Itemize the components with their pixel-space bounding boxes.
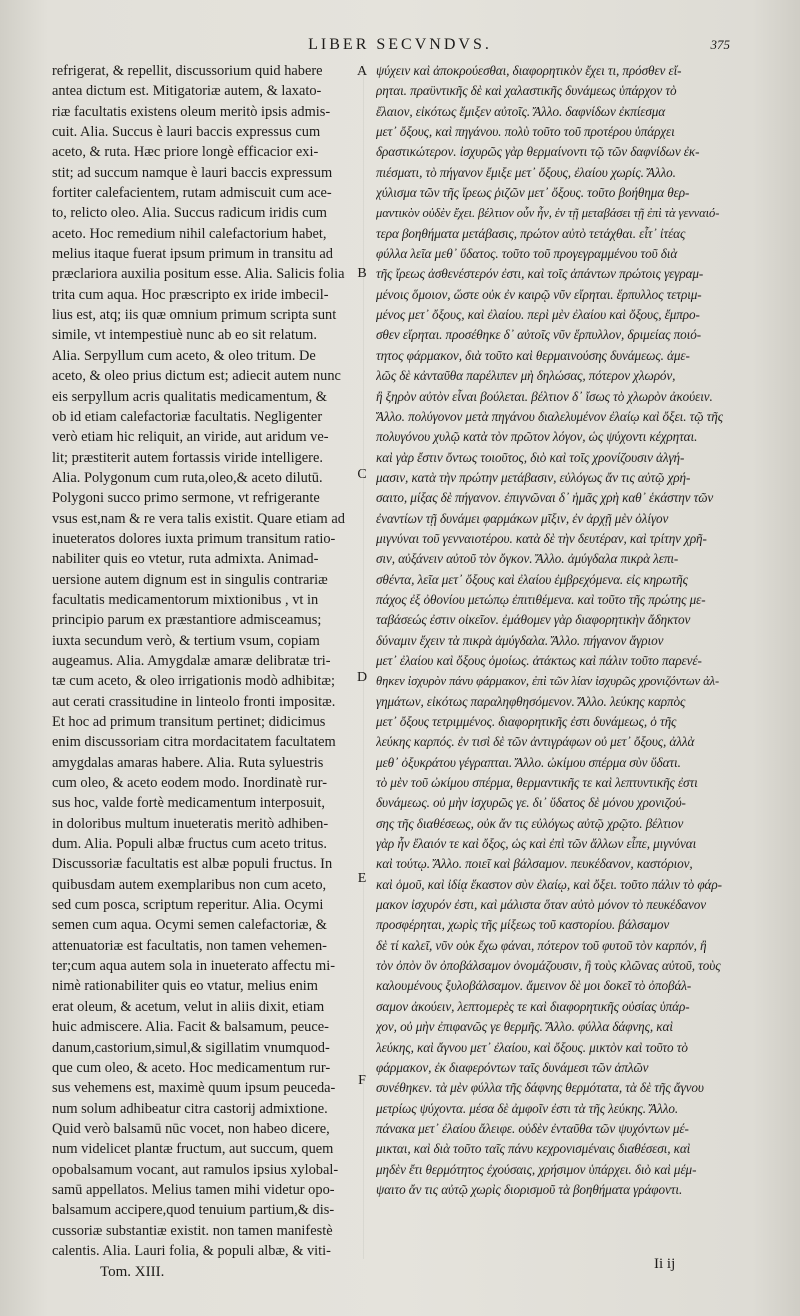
latin-text-line: tæ cum aceto, & oleo irrigationis modò adhibitæ; xyxy=(52,673,335,690)
greek-text-line: φάρμακον, ἐκ διαφερόντων ταῖς δυνάμεσι τῶν ἁπλῶν xyxy=(376,1059,649,1075)
latin-text-line: eis serpyllum acris qualitatis medicamentum, & xyxy=(52,388,327,405)
latin-text-line: sed cum posca, scriptum reperitur. Alia. Ocymi xyxy=(52,897,324,914)
greek-column xyxy=(376,61,723,1261)
latin-text-line: stit; ad succum namque è lauri baccis expressum xyxy=(52,164,333,181)
greek-text-line: μετρίως ψύχοντα. μέσα δὲ ἀμφοῖν ἐστι τὰ τῆς λεύκης. Ἄλλο. xyxy=(376,1100,679,1116)
latin-text-line: erat oleum, & acetum, velut in aliis dixit, etiam xyxy=(52,998,325,1015)
latin-text-line: uersione autem dignum est in singulis contrariæ xyxy=(52,571,328,588)
latin-text-line: Et hoc ad primum transitum pertinet; didicimus xyxy=(52,714,326,730)
greek-text-line: μασιν, κατὰ τὴν πρώτην μετάβασιν, εὐλόγως ἄν τις αὐτῷ χρή- xyxy=(376,469,691,485)
greek-text-line: ψύχειν καὶ ἀποκρούεσθαι, διαφορητικὸν ἔχει τι, πρόσθεν εἴ- xyxy=(376,63,682,78)
latin-text-line: num videlicet plantæ fructum, aut succum, quem xyxy=(52,1141,334,1158)
latin-text-line: principio parum ex præstantiore admisceamus; xyxy=(52,612,322,629)
greek-text-line: πολυγόνου χυλῷ κατὰ τὸν πρῶτον λόγον, ὡς ψύχοντι κέχρηται. xyxy=(376,429,698,445)
latin-text-line: huic admiscere. Alia. Facit & balsamum, peuce- xyxy=(52,1019,329,1036)
latin-text-line: aceto, & oleo prius dictum est; adiecit autem nunc xyxy=(52,368,341,385)
latin-text-line: in doloribus multum inueteratis meritò adhiben- xyxy=(52,815,329,832)
latin-text-line: opobalsamum vocant, aut ramulos ipsius xylobal- xyxy=(52,1161,339,1178)
latin-text-line: balsamum accipere,quod tenuium partium,& dis- xyxy=(52,1202,335,1219)
latin-text-line: lius est, atq; iis quæ omnium primum scripta sunt xyxy=(52,307,337,324)
greek-text-line: τὸν ὀπὸν ὃν ὀποβάλσαμον ὀνομάζουσιν, ἢ τοὺς κλῶνας αὐτοῦ, τοὺς xyxy=(376,958,721,974)
greek-text-line: τητος φάρμακον, διὰ τοῦτο καὶ θερμαινούσης δυνάμεως. ἀμε- xyxy=(376,347,690,363)
greek-text-line: ἔλαιον, εἰκότως ἔμιξεν αὐτοῖς. Ἄλλο. δαφνίδων ἐκπίεσμα xyxy=(376,103,666,119)
latin-text-line: trita cum aqua. Hoc præscripto ex iride imbecil- xyxy=(52,286,329,303)
greek-text-line: πάχος ἐξ ὀθονίου μετώπῳ ἐπιτιθέμενα. καὶ τοῦτο τῆς πρώτης με- xyxy=(376,591,706,607)
latin-text-line: facultatis medicamentorum mixtionibus , vt in xyxy=(52,591,319,608)
greek-text-line: θηκεν ἰσχυρὸν πάνυ φάρμακον, ἐπὶ τῶν λίαν ἰσχυρῶς χρονιζόντων ἀλ- xyxy=(376,674,720,689)
greek-text-line: δὲ τί καλεῖ, νῦν οὐκ ἔχω φάναι, πότερον τοῦ φυτοῦ τὸν καρπόν, ἢ xyxy=(376,937,707,953)
greek-text-line: μαντικὸν οὐδὲν ἔχει. βέλτιον οὖν ἦν, ἐν τῇ μεταβάσει τῇ ἐπὶ τὰ γενναιό- xyxy=(376,206,720,221)
greek-text-line: ἐναντίων τῇ δυνάμει φαρμάκων μῖξιν, ἐν ἀρχῇ μὲν ὀλίγον xyxy=(376,510,669,526)
greek-text-line: μένος μετ᾽ ὄξους, καὶ ἐλαίου. περὶ μὲν ἐλαίου καὶ ὄξους, ἔμπρο- xyxy=(376,307,700,323)
margin-marker-b: B xyxy=(357,266,367,281)
greek-text-line: μεθ᾽ ὀξυκράτου γέγραπται. Ἄλλο. ὠκίμου σπέρμα σὺν ὕδατι. xyxy=(376,754,681,770)
greek-text-line: τῆς ἴρεως ἀσθενέστερόν ἐστι, καὶ τοῖς ἁπάντων πρώτοις γεγραμ- xyxy=(376,266,704,282)
greek-text-line: πάνακα μετ᾽ ἐλαίου ἄλειφε. οὐδὲν ἐνταῦθα τῶν ψυχόντων μέ- xyxy=(376,1120,689,1136)
latin-text-line: fortiter calefacientem, rutam admiscuit cum ace- xyxy=(52,185,332,202)
latin-text-line: cuit. Alia. Succus è lauri baccis expressus cum xyxy=(52,124,321,141)
latin-text-line: antea dictum est. Mitigatoriæ autem, & laxato- xyxy=(52,83,322,100)
latin-text-line: aut cerati crassitudine in linteolo fronti impositæ. xyxy=(52,693,336,710)
greek-text-line: Ἄλλο. πολύγονον μετὰ πηγάνου διαλελυμένον ἐλαίῳ καὶ ὄξει. τῷ τῆς xyxy=(376,408,723,424)
margin-marker-c: C xyxy=(357,467,367,482)
latin-text-line: iuxta secundum verò, & tertium vsum, copiam xyxy=(52,632,320,649)
latin-text-line: vsus est,nam & re vera talis existit. Quare etiam ad xyxy=(52,510,345,527)
latin-text-line: danum,castorium,simul,& sigillatim vnumquod- xyxy=(52,1039,330,1056)
greek-text-line: πιέσματι, τὸ πήγανον ἔμιξε μετ᾽ ὄξους, ἐλαίου χωρίς. Ἄλλο. xyxy=(376,164,676,180)
greek-text-line: ταβάσεώς ἐστιν οἰκεῖον. ἐμάθομεν γὰρ διαφορητικὴν ἄδηκτον xyxy=(376,612,691,628)
latin-text-line: lit; præstiterit autem fortassis viride intelligere. xyxy=(52,449,323,466)
greek-text-line: φύλλα λεῖα μεθ᾽ ὕδατος. τοῦτο τοῦ προγεγραμμένου τοῦ διὰ xyxy=(376,246,678,262)
greek-text-line: καὶ γὰρ ἔστιν ὄντως τοιοῦτος, διὸ καὶ τοῖς χρονίζουσιν ἀλγή- xyxy=(376,449,685,465)
greek-text-line: γημάτων, εἰκότως παραληφθησόμενον. Ἄλλο. λεύκης καρπὸς xyxy=(376,693,686,709)
latin-text-line: cussoriæ substantiæ existit. non tamen manifestè xyxy=(52,1222,333,1239)
latin-text-line: nimè rationabiliter quis eo vtatur, melius enim xyxy=(52,978,318,995)
latin-text-line: sus vehemens est, maximè quum ipsum peuceda- xyxy=(52,1080,336,1097)
latin-text-line: præclariora auxilia positum esse. Alia. Salicis folia xyxy=(52,266,345,283)
greek-text-line: μετ᾽ ὄξους, καὶ πηγάνου. πολὺ τοῦτο τοῦ προτέρου ὑπάρχει xyxy=(376,124,675,140)
greek-text-line: σθεν εἴρηται. προσέθηκε δ᾽ αὐτοῖς νῦν ἕρπυλλον, δριμείας ποιό- xyxy=(376,327,701,343)
latin-text-line: aceto, & ruta. Hæc priore longè efficacior exi- xyxy=(52,144,319,161)
greek-text-line: τὸ μὲν τοῦ ὠκίμου σπέρμα, θερμαντικῆς τε καὶ λεπτυντικῆς ἐστι xyxy=(376,775,698,791)
greek-text-line: μιγνύναι τοῦ γενναιοτέρου. κατὰ δὲ τὴν δευτέραν, καὶ τρίτην χρῆ- xyxy=(376,530,707,546)
greek-text-line: καὶ τούτῳ. Ἄλλο. ποιεῖ καὶ βάλσαμον. πευκέδανον, καστόριον, xyxy=(376,856,693,872)
greek-text-line: μηδὲν ἔτι θερμότητος ἐχούσαις, χρήσιμον ὑπάρχει. διὸ καὶ μέμ- xyxy=(376,1161,697,1177)
greek-text-line: μικται, καὶ διὰ τοῦτο ταῖς πάνυ κεχρονισμέναις διαθέσεσι, καὶ xyxy=(376,1141,691,1157)
latin-text-line: refrigerat, & repellit, discussorium quid habere xyxy=(52,63,323,79)
greek-text-line: ψαιτο ἄν τις αὐτῷ χωρὶς διορισμοῦ τὰ βοηθήματα γράφοντι. xyxy=(376,1181,683,1197)
latin-text-line: Alia. Serpyllum cum aceto, & oleo tritum. De xyxy=(52,347,316,364)
greek-text-line: χύλισμα τῶν τῆς ἴρεως ῥιζῶν μετ᾽ ὄξους. τοῦτο βοήθημα θερ- xyxy=(376,185,690,201)
volume-label: Tom. XIII. xyxy=(100,1264,165,1280)
latin-text-line: attenuatoriæ est facultatis, non tamen vehemen- xyxy=(52,937,327,954)
greek-text-line: σαμον ἀκούειν, λεπτομερὲς τε καὶ διαφορητικῆς οὐσίας ὑπάρ- xyxy=(376,998,690,1014)
greek-text-line: δραστικώτερον. ἰσχυρῶς γὰρ θερμαίνοντι τῷ τῶν δαφνίδων ἐκ- xyxy=(376,144,700,160)
greek-text-line: τερα βοηθήματα μετάβασις, πρώτον αὐτὸ τετάχθαι. εἶτ᾽ ἰτέας xyxy=(376,225,686,241)
greek-text-line: λεύκης, καὶ ἄγνου μετ᾽ ἐλαίου, καὶ ὄξους. μικτὸν καὶ τοῦτο τὸ xyxy=(376,1039,688,1055)
latin-text-line: Quid verò balsamū nūc vocet, non habeo dicere, xyxy=(52,1120,330,1137)
latin-text-line: augeamus. Alia. Amygdalæ amaræ delibratæ tri- xyxy=(52,652,331,669)
latin-text-line: ob id etiam calefactoriæ facultatis. Negligenter xyxy=(52,408,323,425)
greek-text-line: λεύκης καρπός. ἐν τισὶ δὲ τῶν ἀντιγράφων οὐ μετ᾽ ὄξους, ἀλλὰ xyxy=(376,734,695,750)
latin-text-line: riæ facultatis existens oleum meritò ipsis admis- xyxy=(52,103,331,120)
greek-text-line: λῶς δὲ κἀνταῦθα παρέλιπεν μὴ δηλώσας, πότερον χλωρόν, xyxy=(376,368,676,384)
margin-marker-a: A xyxy=(356,64,368,79)
greek-text-line: μετ᾽ ὄξους τετριμμένος. διαφορητικῆς ἐστι δυνάμεως, ὁ τῆς xyxy=(376,714,677,729)
latin-text-line: que cum oleo, & aceto. Hoc medicamentum rur- xyxy=(52,1059,331,1076)
latin-text-line: inueteratos dolores iuxta primum transitum ratio- xyxy=(52,530,336,547)
margin-marker-f: F xyxy=(358,1073,366,1088)
latin-text-line: melius itaque fuerat ipsum primum in transitu ad xyxy=(52,246,333,263)
latin-text-line: semen cum aqua. Ocymi semen calefactoriæ, & xyxy=(52,917,327,934)
latin-column xyxy=(52,61,352,1261)
latin-text-line: nabiliter quis eo vtetur, ruta admixta. Animad- xyxy=(52,551,319,568)
greek-text-line: προσφέρηται, χωρὶς τῆς μίξεως τοῦ καστορίου. βάλσαμον xyxy=(376,917,670,933)
latin-text-line: to, relicto oleo. Alia. Succus radicum iridis cum xyxy=(52,205,327,222)
greek-text-line: συνέθηκεν. τὰ μὲν φύλλα τῆς δάφνης θερμότατα, τὰ δὲ τῆς ἄγνου xyxy=(376,1080,704,1096)
greek-text-line: σιν, αὐξάνειν αὐτοῦ τὸν ὄγκον. Ἄλλο. ἀμύγδαλα πικρὰ λεπι- xyxy=(376,551,679,567)
greek-text-line: δυνάμεως. οὐ μὴν ἰσχυρῶς γε. δι᾽ ὕδατος δὲ μόνου χρονιζού- xyxy=(376,795,686,811)
latin-text-line: sus hoc, valde fortè medicamentum interposuit, xyxy=(52,795,325,812)
latin-text-line: dum. Alia. Populi albæ fructus cum aceto tritus. xyxy=(52,836,327,853)
latin-text-line: samū appellatos. Melius tamen mihi videtur opo- xyxy=(52,1181,335,1198)
greek-text-line: μένοις ὅμοιον, ὥστε οὐκ ἐν καιρῷ νῦν εἴρηται. ἕρπυλλος τετριμ- xyxy=(376,286,702,302)
latin-text-line: ter;cum aqua autem sola in inueterato affectu mi- xyxy=(52,958,336,975)
running-title: LIBER SECVNDVS. xyxy=(308,36,492,53)
latin-text-line: enim discussoriam citra mordacitatem facultatem xyxy=(52,734,336,751)
latin-text-line: Polygoni succo primo sermone, vt refrigerante xyxy=(52,490,320,507)
latin-text-line: Alia. Polygonum cum ruta,oleo,& aceto dilutū. xyxy=(52,469,323,486)
margin-marker-e: E xyxy=(357,871,367,886)
greek-text-line: καλουμένους ξυλοβάλσαμον. ἄμεινον δὲ μοι δοκεῖ τὸ ὀποβάλ- xyxy=(376,978,692,994)
latin-text-line: cum oleo, & aceto eodem modo. Inordinatè rur- xyxy=(52,775,328,792)
latin-text-line: num solum adhibeatur citra castorij admixtione. xyxy=(52,1100,328,1117)
greek-text-line: ἢ ξηρὸν αὐτὸν εἶναι βούλεται. βέλτιον δ᾽ ἴσως τὸ χλωρὸν ἀκούειν. xyxy=(376,388,713,404)
greek-text-line: σης τῆς διαθέσεως, οὐκ ἄν τις εὐλόγως αὐτῷ χρῷτο. βέλτιον xyxy=(376,815,684,831)
signature-mark: Ii ij xyxy=(654,1256,676,1272)
latin-text-line: amygdalas amaras habere. Alia. Ruta syluestris xyxy=(52,754,324,771)
greek-text-line: ρηται. πραϋντικῆς δὲ καὶ χαλαστικῆς δυνάμεως ὑπάρχον τὸ xyxy=(376,83,677,99)
latin-text-line: quibusdam autem exemplaribus non cum aceto, xyxy=(52,876,327,893)
page-number: 375 xyxy=(710,37,730,52)
latin-text-line: aceto. Hoc remedium nihil calefactorium habet, xyxy=(52,225,327,242)
greek-text-line: μακον ἰσχυρόν ἐστι, καὶ μάλιστα ὅταν αὐτὸ μόνον τὸ πευκέδανον xyxy=(376,897,706,913)
latin-text-line: verò etiam hic reliquit, an viride, aut aridum ve- xyxy=(52,429,329,446)
margin-marker-d: D xyxy=(356,670,368,685)
greek-text-line: σθέντα, λεῖα μετ᾽ ὄξους καὶ ἐλαίου ἐμβρεχόμενα. εἰς κηρωτῆς xyxy=(376,571,688,587)
latin-text-line: calentis. Alia. Lauri folia, & populi albæ, & viti- xyxy=(52,1242,331,1259)
greek-text-line: μετ᾽ ἐλαίου καὶ ὄξους ὁμοίως. ἀτάκτως καὶ πάλιν τοῦτο παρενέ- xyxy=(376,652,702,668)
latin-text-line: simile, vt intempestiuè nunc ab eo sit relatum. xyxy=(52,327,317,344)
greek-text-line: δύναμιν ἔχειν τὰ πικρὰ ἀμύγδαλα. Ἄλλο. πήγανον ἄγριον xyxy=(376,632,664,648)
greek-text-line: καὶ ὁμοῦ, καὶ ἰδίᾳ ἕκαστον σὺν ἐλαίῳ, καὶ ὄξει. τοῦτο πάλιν τὸ φάρ- xyxy=(376,876,722,892)
latin-text-line: Discussoriæ facultatis est albæ populi fructus. In xyxy=(52,856,333,873)
greek-text-line: χον, οὐ μὴν ἐπιφανῶς γε θερμῆς. Ἄλλο. φύλλα δάφνης, καὶ xyxy=(376,1019,673,1035)
page-header xyxy=(0,36,800,58)
greek-text-line: σαιτο, μίξας δὲ πήγανον. ἐπιγνῶναι δ᾽ ἡμᾶς χρὴ καθ᾽ ἑκάστην τῶν xyxy=(376,490,714,506)
greek-text-line: γὰρ ἦν ἔλαιόν τε καὶ ὄξος, ὡς καὶ ἐπὶ τῶν ἄλλων εἶπε, μιγνύναι xyxy=(376,836,697,852)
